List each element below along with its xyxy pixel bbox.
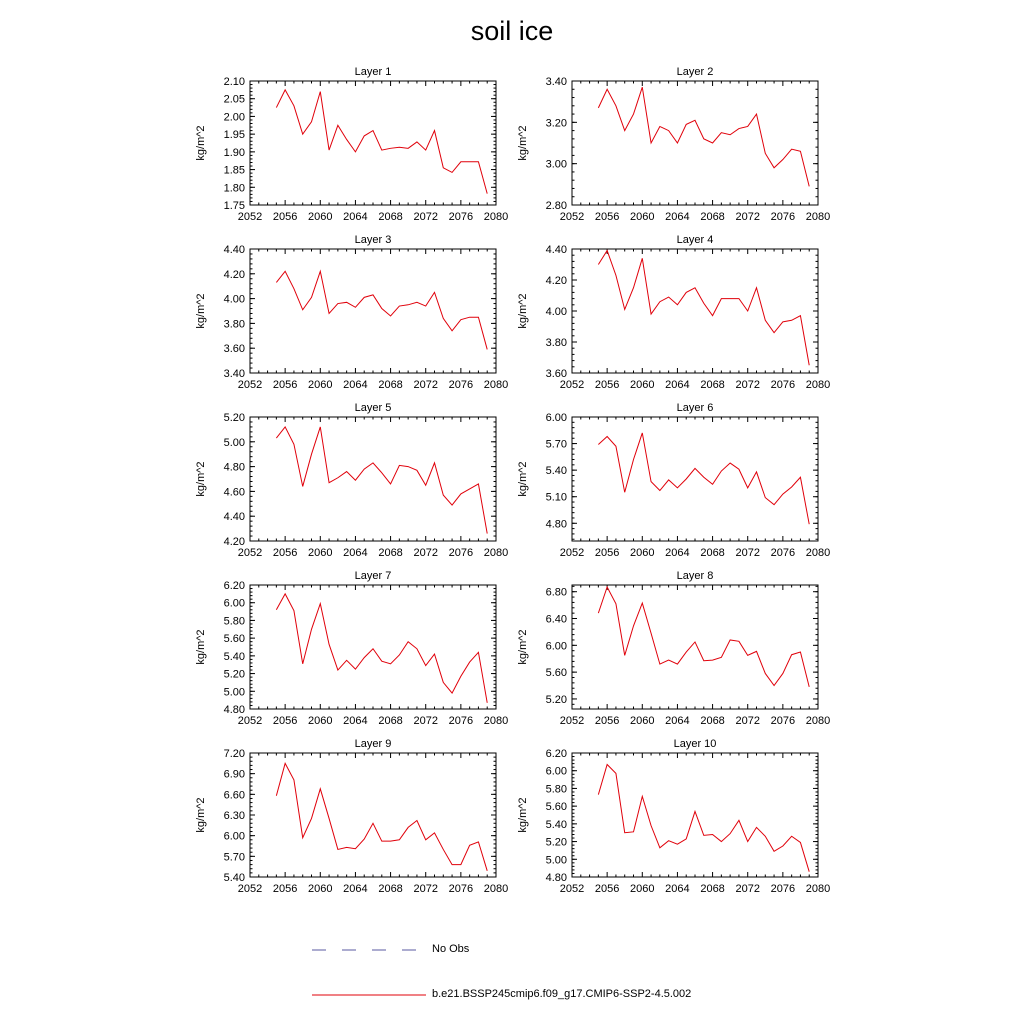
y-tick-label: 2.10 [223,76,245,88]
x-tick-label: 2068 [700,883,725,895]
y-tick-label: 6.20 [223,580,245,592]
x-tick-label: 2064 [343,715,368,727]
x-tick-label: 2072 [735,715,760,727]
x-tick-label: 2052 [559,883,585,895]
plot-frame [572,585,818,709]
panel-title: Layer 9 [354,738,392,750]
x-tick-label: 2080 [805,715,831,727]
y-tick-label: 6.00 [545,412,567,424]
x-tick-label: 2064 [665,883,690,895]
y-tick-label: 5.00 [545,854,567,867]
legend-label-model: b.e21.BSSP245cmip6.f09_g17.CMIP6-SSP2-4.5.002 [432,988,692,1000]
panel-layer-7 [195,570,508,727]
panel-title: Layer 3 [354,234,392,246]
x-tick-label: 2076 [770,379,796,391]
y-tick-label: 6.00 [545,640,567,653]
x-tick-label: 2080 [805,883,831,895]
y-tick-label: 6.90 [223,768,245,781]
x-tick-label: 2064 [665,211,690,223]
x-tick-label: 2076 [448,211,474,223]
x-tick-label: 2052 [559,211,585,223]
figure-title: soil ice [470,16,554,46]
y-tick-label: 3.60 [223,343,245,356]
x-tick-label: 2056 [594,211,620,223]
y-tick-label: 5.20 [223,412,245,424]
y-tick-label: 7.20 [223,748,245,760]
plot-frame [250,81,496,205]
series-line [276,594,487,703]
x-tick-label: 2080 [483,883,509,895]
panel-layer-10 [517,738,830,895]
y-tick-label: 4.40 [223,244,245,256]
y-tick-label: 6.00 [545,765,567,778]
y-tick-label: 2.05 [223,93,245,106]
y-tick-label: 1.85 [223,164,245,177]
y-tick-label: 4.00 [223,293,245,306]
y-tick-label: 6.30 [223,810,245,822]
panel-layer-4 [517,234,830,391]
y-axis-label: kg/m^2 [195,125,207,161]
plot-frame [250,417,496,541]
y-axis-label: kg/m^2 [517,461,529,497]
y-axis-label: kg/m^2 [517,797,529,833]
x-tick-label: 2076 [448,547,474,559]
series-line [276,90,487,194]
x-tick-label: 2060 [630,211,655,223]
x-tick-label: 2064 [665,379,690,391]
plot-frame [572,249,818,373]
x-tick-label: 2076 [448,715,474,727]
x-tick-label: 2076 [770,715,796,727]
plot-frame [572,417,818,541]
x-tick-label: 2072 [413,715,438,727]
x-tick-label: 2060 [308,715,333,727]
y-tick-label: 5.80 [223,615,245,628]
x-tick-label: 2080 [805,379,831,391]
x-tick-label: 2076 [770,211,796,223]
y-tick-label: 5.40 [223,872,245,884]
x-tick-label: 2064 [343,883,368,895]
x-tick-label: 2056 [272,715,298,727]
x-tick-label: 2052 [559,547,585,559]
x-tick-label: 2076 [770,547,796,559]
x-tick-label: 2076 [448,883,474,895]
y-axis-label: kg/m^2 [195,629,207,665]
x-tick-label: 2060 [630,379,655,391]
y-tick-label: 6.40 [545,613,567,626]
panel-title: Layer 1 [354,66,392,78]
series-line [276,427,487,534]
x-tick-label: 2072 [413,547,438,559]
y-tick-label: 5.70 [545,438,567,451]
y-tick-label: 1.80 [223,182,245,195]
legend-swatch-model [310,985,430,1005]
x-tick-label: 2080 [483,211,509,223]
x-tick-label: 2072 [735,883,760,895]
x-tick-label: 2068 [700,379,725,391]
y-tick-label: 5.10 [545,491,567,504]
x-tick-label: 2072 [735,379,760,391]
x-tick-label: 2052 [237,379,263,391]
x-tick-label: 2060 [630,715,655,727]
panel-layer-5 [195,402,508,559]
y-tick-label: 3.20 [545,117,567,130]
legend-swatch-no-obs [310,940,430,960]
x-tick-label: 2056 [594,715,620,727]
panel-layer-9 [195,738,508,895]
y-tick-label: 6.00 [223,830,245,843]
panel-title: Layer 7 [354,570,392,582]
x-tick-label: 2080 [483,379,509,391]
y-tick-label: 5.40 [545,818,567,831]
y-tick-label: 5.60 [223,633,245,646]
x-tick-label: 2068 [378,547,403,559]
y-tick-label: 5.60 [545,667,567,680]
x-tick-label: 2064 [343,379,368,391]
y-tick-label: 5.60 [545,801,567,814]
series-line [276,271,487,349]
y-tick-label: 1.75 [223,200,245,212]
x-tick-label: 2068 [700,715,725,727]
x-tick-label: 2072 [735,211,760,223]
x-tick-label: 2080 [483,547,509,559]
y-tick-label: 3.40 [223,368,245,380]
series-line [598,587,809,687]
x-tick-label: 2056 [272,547,298,559]
panel-title: Layer 2 [676,66,714,78]
plot-frame [250,249,496,373]
x-tick-label: 2068 [378,715,403,727]
x-tick-label: 2060 [308,547,333,559]
y-tick-label: 6.00 [223,597,245,610]
y-tick-label: 4.80 [223,704,245,716]
x-tick-label: 2052 [237,547,263,559]
y-tick-label: 4.20 [223,536,245,548]
y-tick-label: 4.00 [545,306,567,318]
y-tick-label: 5.00 [223,686,245,699]
x-tick-label: 2060 [630,883,655,895]
panel-layer-3 [195,234,508,391]
x-tick-label: 2056 [594,379,620,391]
series-line [598,433,809,524]
panel-layer-1 [195,66,508,223]
y-tick-label: 4.80 [545,518,567,531]
y-tick-label: 3.60 [545,368,567,380]
x-tick-label: 2080 [805,547,831,559]
y-tick-label: 4.40 [223,511,245,524]
y-tick-label: 5.80 [545,783,567,796]
y-tick-label: 5.70 [223,851,245,864]
y-tick-label: 3.00 [545,158,567,171]
y-tick-label: 1.95 [223,129,245,142]
y-tick-label: 4.60 [223,486,245,499]
x-tick-label: 2052 [237,211,263,223]
y-tick-label: 4.80 [545,872,567,884]
x-tick-label: 2080 [805,211,831,223]
x-tick-label: 2080 [483,715,509,727]
series-line [598,765,809,872]
y-tick-label: 4.80 [223,461,245,474]
x-tick-label: 2076 [770,883,796,895]
x-tick-label: 2068 [700,547,725,559]
x-tick-label: 2056 [272,883,298,895]
x-tick-label: 2056 [272,211,298,223]
x-tick-label: 2064 [343,211,368,223]
y-tick-label: 5.20 [223,668,245,681]
x-tick-label: 2064 [343,547,368,559]
y-tick-label: 3.40 [545,76,567,88]
x-tick-label: 2064 [665,715,690,727]
x-tick-label: 2060 [630,547,655,559]
x-tick-label: 2060 [308,379,333,391]
x-tick-label: 2072 [413,883,438,895]
x-tick-label: 2052 [559,715,585,727]
series-line [276,763,487,870]
x-tick-label: 2056 [594,883,620,895]
y-axis-label: kg/m^2 [517,629,529,665]
y-tick-label: 5.40 [545,465,567,478]
y-tick-label: 4.40 [545,244,567,256]
x-tick-label: 2052 [559,379,585,391]
y-tick-label: 5.00 [223,436,245,449]
x-tick-label: 2052 [237,883,263,895]
y-tick-label: 2.80 [545,200,567,212]
y-axis-label: kg/m^2 [517,293,529,329]
panel-title: Layer 8 [676,570,714,582]
x-tick-label: 2060 [308,211,333,223]
y-tick-label: 3.80 [545,337,567,349]
x-tick-label: 2068 [378,379,403,391]
x-tick-label: 2068 [378,211,403,223]
series-line [598,251,809,366]
y-tick-label: 5.40 [223,650,245,663]
series-line [598,87,809,186]
y-axis-label: kg/m^2 [195,797,207,833]
plot-frame [572,753,818,877]
y-tick-label: 4.20 [223,268,245,281]
panel-title: Layer 6 [676,402,714,414]
x-tick-label: 2056 [594,547,620,559]
x-tick-label: 2072 [735,547,760,559]
y-tick-label: 6.60 [223,789,245,802]
x-tick-label: 2064 [665,547,690,559]
plot-frame [572,81,818,205]
y-axis-label: kg/m^2 [195,293,207,329]
y-tick-label: 3.80 [223,318,245,331]
y-tick-label: 1.90 [223,146,245,159]
x-tick-label: 2068 [700,211,725,223]
x-tick-label: 2072 [413,379,438,391]
plot-frame [250,753,496,877]
legend-label-no-obs: No Obs [432,943,470,955]
y-tick-label: 4.20 [545,275,567,287]
x-tick-label: 2076 [448,379,474,391]
y-tick-label: 5.20 [545,693,567,706]
y-tick-label: 6.20 [545,748,567,760]
x-tick-label: 2072 [413,211,438,223]
y-axis-label: kg/m^2 [195,461,207,497]
plot-frame [250,585,496,709]
panel-layer-8 [517,570,830,727]
x-tick-label: 2060 [308,883,333,895]
panel-layer-2 [517,66,830,223]
y-tick-label: 6.80 [545,586,567,599]
y-axis-label: kg/m^2 [517,125,529,161]
x-tick-label: 2052 [237,715,263,727]
x-tick-label: 2068 [378,883,403,895]
x-tick-label: 2056 [272,379,298,391]
y-tick-label: 5.20 [545,836,567,849]
panel-layer-6 [517,402,830,559]
y-tick-label: 2.00 [223,111,245,124]
panel-title: Layer 4 [676,234,714,246]
panel-title: Layer 10 [673,738,717,750]
panel-title: Layer 5 [354,402,392,414]
